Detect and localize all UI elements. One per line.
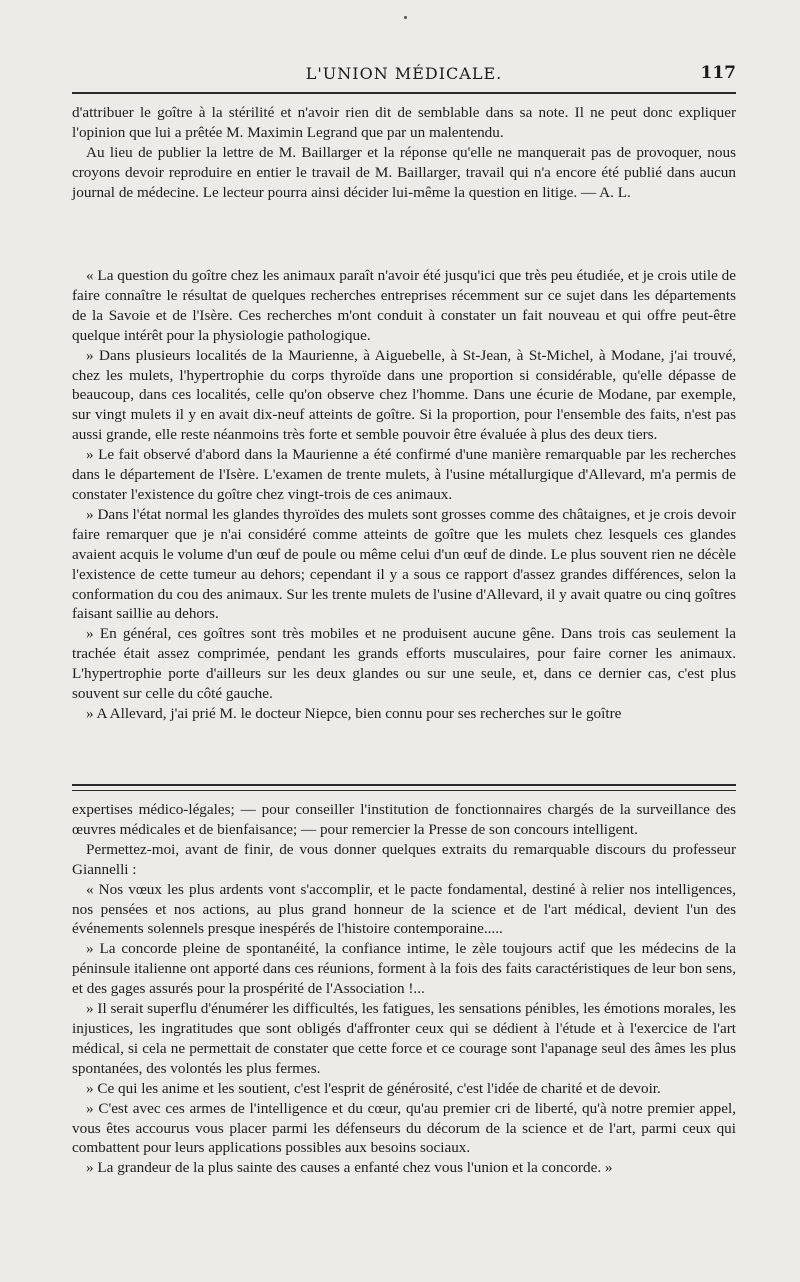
print-speck xyxy=(404,16,407,19)
paragraph: » Dans l'état normal les glandes thyroïdes des mulets sont grosses comme des châtaignes, et je crois devoir faire remarquer que je n'ai considéré comme atteints de goître que les mulets chez lesquels ces glandes avaient acquis le volume d'un œuf de poule ou même celui d'un œuf de dinde. Le plus souvent rien ne décèle l'existence de cette tumeur au dehors; cependant il y a sous ce rapport d'assez grandes différences, selon la conformation du cou des animaux. Sur les trente mulets de l'usine d'Allevard, il y avait quatre ou cinq goîtres faisant saillie au dehors. xyxy=(72,505,736,623)
paragraph: » A Allevard, j'ai prié M. le docteur Niepce, bien connu pour ses recherches sur le goître xyxy=(86,704,622,722)
paragraph: d'attribuer le goître à la stérilité et n'avoir rien dit de semblable dans sa note. Il ne peut donc expliquer l'opinion que lui a prêtée M. Maximin Legrand que par un malentendu. xyxy=(72,104,736,141)
header-rule xyxy=(72,92,736,94)
paragraph: » La concorde pleine de spontanéité, la confiance intime, le zèle toujours actif que les médecins de la péninsule italienne ont apporté dans ces réunions, forment à la fois des faits caractéristiques de leur bon sens, et des gages assurés pour la prospérité de l'Association !... xyxy=(72,940,736,998)
paragraph: » Ce qui les anime et les soutient, c'est l'esprit de générosité, c'est l'idée de charité et de devoir. xyxy=(86,1079,661,1097)
paragraph: Au lieu de publier la lettre de M. Baillarger et la réponse qu'elle ne manquerait pas de provoquer, nous croyons devoir reproduire en entier le travail de M. Baillarger, travail qui n'a encore été publié dans aucun journal de médecine. Le lecteur pourra ainsi décider lui-même la question en litige. — A. L. xyxy=(72,143,736,201)
paragraph: Permettez-moi, avant de finir, de vous donner quelques extraits du remarquable discours du professeur Giannelli : xyxy=(72,840,736,878)
paragraph: expertises médico-légales; — pour conseiller l'institution de fonctionnaires chargés de la surveillance des œuvres médicales et de bienfaisance; — pour remercier la Presse de son concours intelligent. xyxy=(72,801,736,838)
running-header xyxy=(72,60,736,90)
paragraph: » Dans plusieurs localités de la Maurienne, à Aiguebelle, à St-Jean, à St-Michel, à Modane, j'ai trouvé, chez les mulets, l'hypertrophie du corps thyroïde dans une proportion si considérable, qu'elle dépasse de beaucoup, dans ces localités, celle qu'on observe chez l'homme. Dans une écurie de Modane, par exemple, sur vingt mulets il y en avait dix-neuf atteints de goître. Si la proportion, pour l'ensemble des faits, n'est pas aussi grande, elle reste néanmoins très forte et semble pouvoir être évaluée à plus des deux tiers. xyxy=(72,346,736,444)
paragraph: » Il serait superflu d'énumérer les difficultés, les fatigues, les sensations pénibles, les émotions morales, les injustices, les ingratitudes que sont obligés d'affronter ceux qui se dédient à l'étude et à l'exercice de l'art médical, si cela ne permettait de constater que cette force et ce courage sont l'apanage seul des âmes les plus spontanées, des volontés les plus fermes. xyxy=(72,1000,736,1077)
paragraph: » C'est avec ces armes de l'intelligence et du cœur, qu'au premier cri de liberté, qu'à notre premier appel, vous êtes accourus vous placer parmi les défenseurs du décorum de la science et de l'art, parmi ceux qui combattent pour leurs applications possibles aux besoins sociaux. xyxy=(72,1099,736,1157)
paragraph: » Le fait observé d'abord dans la Maurienne a été confirmé d'une manière remarquable par les recherches dans le département de l'Isère. L'examen de trente mulets, à l'usine métallurgique d'Allevard, m'a permis de constater l'existence du goître chez vingt-trois de ces animaux. xyxy=(72,446,736,503)
paragraph: » En général, ces goîtres sont très mobiles et ne produisent aucune gêne. Dans trois cas seulement la trachée était assez comprimée, pendant les grands efforts musculaires, pour faire corner les animaux. L'hypertrophie porte d'ailleurs sur les deux glandes ou sur une seule, et, dans ce dernier cas, c'est plus souvent sur celle du côté gauche. xyxy=(72,625,736,703)
baillarger-letter xyxy=(72,266,736,724)
page-number: 117 xyxy=(700,63,736,83)
feuilleton-continuation xyxy=(72,800,736,1178)
paragraph: « Nos vœux les plus ardents vont s'accomplir, et le pacte fondamental, destiné à relier nos intelligences, nos pensées et nos actions, au plus grand honneur de la science et de l'art médical, devient l'un des événements solennels presque inespérés de l'histoire contemporaine..... xyxy=(72,880,736,938)
paragraph: « La question du goître chez les animaux paraît n'avoir été jusqu'ici que très peu étudiée, et je crois utile de faire connaître le résultat de quelques recherches entreprises récemment sur ce sujet dans les départements de la Savoie et de l'Isère. Ces recherches m'ont conduit à constater un fait nouveau et qui offre peut-être quelque intérêt pour la physiologie pathologique. xyxy=(72,267,736,344)
paragraph: » La grandeur de la plus sainte des causes a enfanté chez vous l'union et la concorde. » xyxy=(86,1159,613,1177)
editorial-note xyxy=(72,103,736,203)
journal-title: L'UNION MÉDICALE. xyxy=(305,64,503,83)
section-divider xyxy=(72,784,736,791)
